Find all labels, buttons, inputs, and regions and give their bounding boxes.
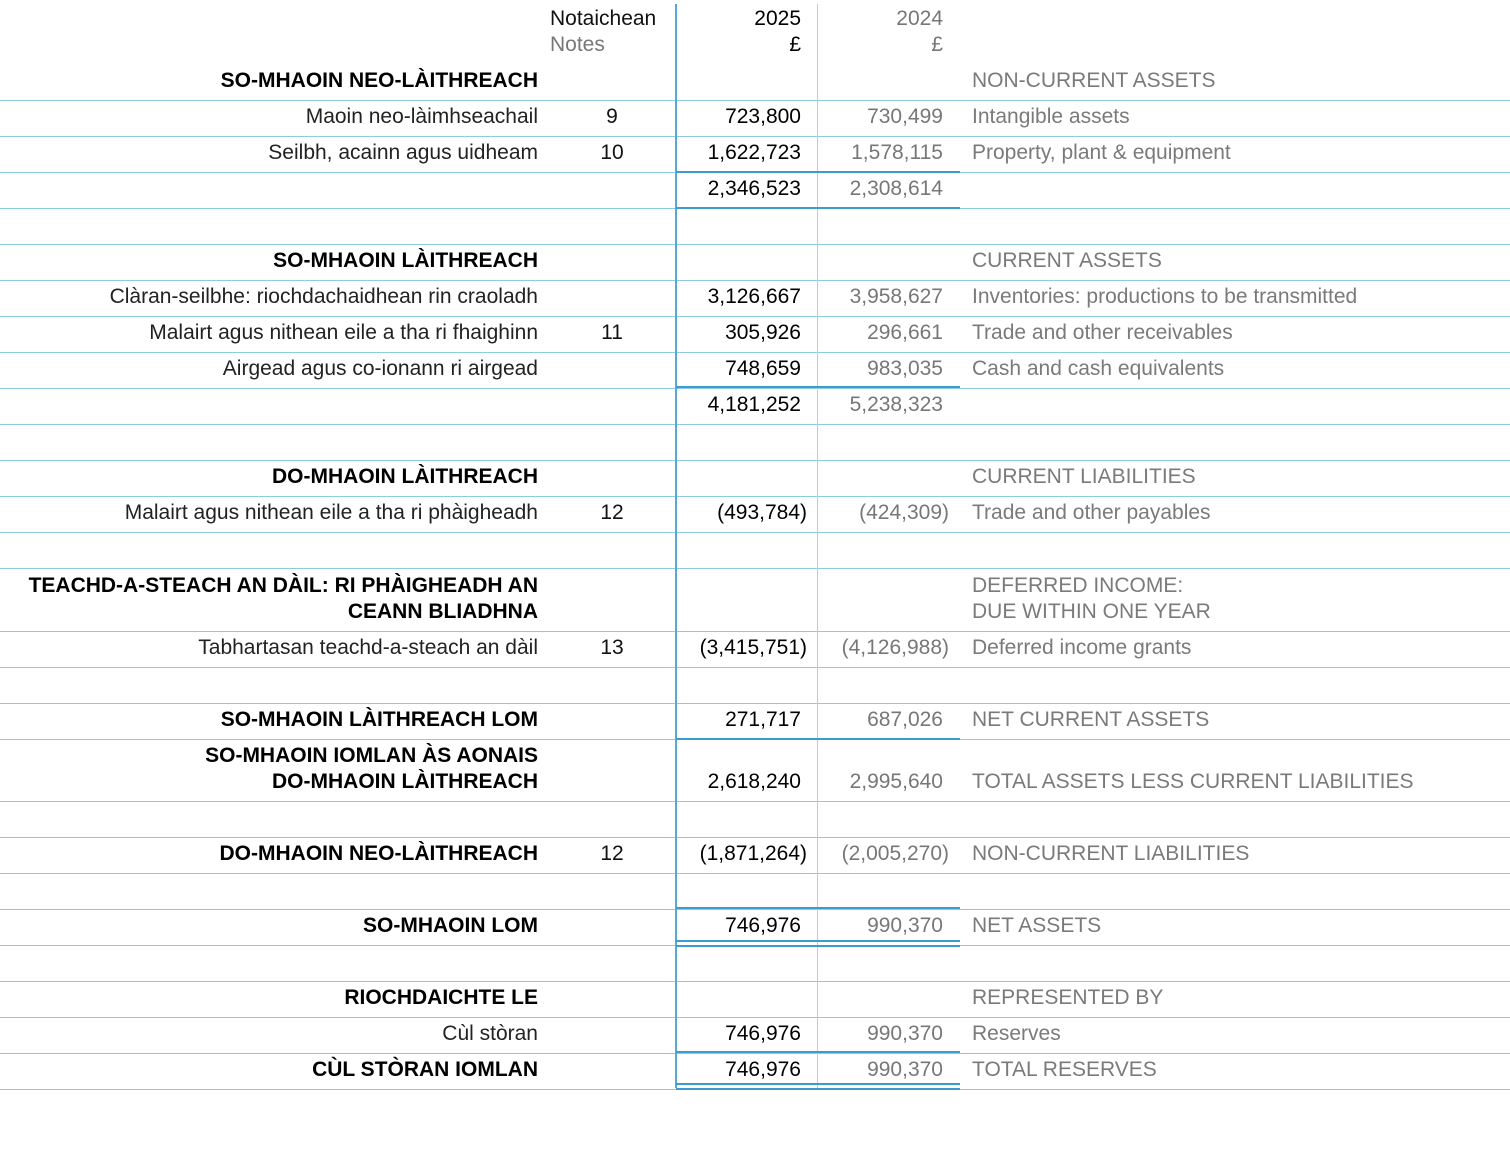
value-2025 bbox=[680, 532, 801, 568]
gaelic-label: SO-MHAOIN IOMLAN ÀS AONAIS DO-MHAOIN LÀITHREACH bbox=[205, 744, 538, 793]
value-2025 bbox=[680, 667, 801, 703]
note-ref bbox=[560, 739, 664, 801]
table-row bbox=[0, 568, 1510, 632]
value-2024: 990,370 bbox=[867, 1058, 943, 1081]
english-label bbox=[972, 532, 1492, 568]
value-2024: 3,958,627 bbox=[849, 285, 943, 308]
value-2025: 746,976 bbox=[725, 1058, 801, 1081]
note-ref: 10 bbox=[600, 141, 624, 164]
note-ref bbox=[560, 244, 664, 280]
gaelic-label: Cùl stòran bbox=[442, 1022, 538, 1045]
english-label bbox=[972, 945, 1492, 981]
value-2025: 748,659 bbox=[725, 357, 801, 380]
gaelic-label bbox=[0, 388, 538, 424]
gaelic-label bbox=[0, 172, 538, 208]
note-ref bbox=[560, 460, 664, 496]
value-2025: 2,346,523 bbox=[707, 177, 801, 200]
note-ref bbox=[560, 1053, 664, 1089]
gaelic-label: Tabhartasan teachd-a-steach an dàil bbox=[198, 636, 538, 659]
value-2024: (2,005,270) bbox=[841, 842, 949, 865]
english-label bbox=[972, 388, 1492, 424]
total-double-rule bbox=[676, 940, 960, 947]
gaelic-label bbox=[0, 424, 538, 460]
english-label: CURRENT ASSETS bbox=[972, 249, 1162, 272]
notes-header-english: Notes bbox=[550, 33, 605, 56]
note-ref bbox=[560, 568, 664, 631]
subtotal-rule bbox=[676, 738, 960, 740]
value-2025: 746,976 bbox=[725, 1022, 801, 1045]
english-label: Trade and other payables bbox=[972, 501, 1211, 524]
note-ref bbox=[560, 981, 664, 1017]
table-row bbox=[0, 739, 1510, 802]
note-ref: 9 bbox=[606, 105, 618, 128]
value-2025: 2,618,240 bbox=[707, 770, 801, 793]
value-2024: (4,126,988) bbox=[841, 636, 949, 659]
note-ref bbox=[560, 667, 664, 703]
note-ref: 11 bbox=[601, 321, 623, 344]
value-2024: 296,661 bbox=[867, 321, 943, 344]
column-rule-2024 bbox=[817, 4, 818, 1088]
note-ref bbox=[560, 388, 664, 424]
table-row bbox=[0, 667, 1510, 704]
value-2025 bbox=[680, 945, 801, 981]
year-prior-header: 2024 bbox=[896, 7, 943, 30]
note-ref bbox=[560, 208, 664, 244]
value-2025: 4,181,252 bbox=[707, 393, 801, 416]
gaelic-label: Malairt agus nithean eile a tha ri fhaighinn bbox=[149, 321, 538, 344]
subtotal-rule bbox=[676, 207, 960, 209]
table-row bbox=[0, 136, 1510, 173]
value-2025 bbox=[680, 981, 801, 1017]
table-row bbox=[0, 873, 1510, 910]
note-ref: 13 bbox=[600, 636, 624, 659]
total-double-rule bbox=[676, 1083, 960, 1090]
value-2024 bbox=[822, 244, 943, 280]
value-2024: 990,370 bbox=[867, 1022, 943, 1045]
value-2024 bbox=[822, 945, 943, 981]
table-row bbox=[0, 388, 1510, 425]
value-2024 bbox=[822, 64, 943, 100]
subtotal-rule bbox=[676, 907, 960, 909]
note-ref: 12 bbox=[600, 501, 624, 524]
english-label bbox=[972, 873, 1492, 909]
gaelic-label: SO-MHAOIN LÀITHREACH bbox=[273, 249, 538, 272]
value-2024 bbox=[822, 873, 943, 909]
value-2024: 983,035 bbox=[867, 357, 943, 380]
table-row bbox=[0, 631, 1510, 668]
gaelic-label: DO-MHAOIN LÀITHREACH bbox=[272, 465, 538, 488]
value-2024: 2,995,640 bbox=[849, 770, 943, 793]
note-ref bbox=[560, 873, 664, 909]
english-label: Cash and cash equivalents bbox=[972, 357, 1225, 380]
value-2025 bbox=[680, 568, 801, 631]
english-label: Reserves bbox=[972, 1022, 1061, 1045]
gaelic-label: Malairt agus nithean eile a tha ri phàigheadh bbox=[124, 501, 538, 524]
value-2025 bbox=[680, 801, 801, 837]
gaelic-label bbox=[0, 873, 538, 909]
english-label bbox=[972, 424, 1492, 460]
value-2025 bbox=[680, 873, 801, 909]
english-label: NET CURRENT ASSETS bbox=[972, 708, 1210, 731]
english-label: Property, plant & equipment bbox=[972, 141, 1231, 164]
value-2024 bbox=[822, 568, 943, 631]
gaelic-label bbox=[0, 208, 538, 244]
value-2025: 3,126,667 bbox=[707, 285, 801, 308]
english-label bbox=[972, 801, 1492, 837]
value-2024: 1,578,115 bbox=[851, 141, 943, 164]
currency-prior-header: £ bbox=[931, 33, 943, 56]
value-2025: 746,976 bbox=[725, 914, 801, 937]
gaelic-label bbox=[0, 801, 538, 837]
value-2024 bbox=[822, 208, 943, 244]
english-label: Deferred income grants bbox=[972, 636, 1192, 659]
note-ref bbox=[560, 64, 664, 100]
note-ref bbox=[560, 945, 664, 981]
value-2024: 2,308,614 bbox=[849, 177, 943, 200]
year-current-header: 2025 bbox=[754, 7, 801, 30]
column-rule-2025 bbox=[675, 4, 677, 1088]
value-2025: (493,784) bbox=[717, 501, 807, 524]
value-2025: 271,717 bbox=[725, 708, 801, 731]
note-ref: 12 bbox=[600, 842, 624, 865]
english-label: Intangible assets bbox=[972, 105, 1130, 128]
note-ref bbox=[560, 703, 664, 739]
currency-current-header: £ bbox=[789, 33, 801, 56]
subtotal-rule bbox=[676, 386, 960, 388]
value-2024 bbox=[822, 801, 943, 837]
english-label: Trade and other receivables bbox=[972, 321, 1233, 344]
english-label: DEFERRED INCOME: DUE WITHIN ONE YEAR bbox=[972, 574, 1211, 623]
english-label: NON-CURRENT LIABILITIES bbox=[972, 842, 1250, 865]
value-2024 bbox=[822, 981, 943, 1017]
gaelic-label bbox=[0, 667, 538, 703]
value-2024 bbox=[822, 667, 943, 703]
gaelic-label: SO-MHAOIN LÀITHREACH LOM bbox=[220, 708, 538, 731]
gaelic-label: Maoin neo-làimhseachail bbox=[305, 105, 538, 128]
value-2025: 305,926 bbox=[725, 321, 801, 344]
table-row bbox=[0, 64, 1510, 101]
subtotal-rule bbox=[676, 1051, 960, 1053]
english-label: CURRENT LIABILITIES bbox=[972, 465, 1196, 488]
note-ref bbox=[560, 172, 664, 208]
value-2024: 5,238,323 bbox=[849, 393, 943, 416]
english-label bbox=[972, 208, 1492, 244]
value-2025 bbox=[680, 64, 801, 100]
value-2025: (3,415,751) bbox=[699, 636, 807, 659]
value-2024 bbox=[822, 424, 943, 460]
notes-header-gaelic: Notaichean bbox=[550, 7, 657, 30]
table-row bbox=[0, 280, 1510, 317]
english-label: NON-CURRENT ASSETS bbox=[972, 69, 1216, 92]
gaelic-label: Clàran-seilbhe: riochdachaidhean rin craoladh bbox=[109, 285, 538, 308]
table-row bbox=[0, 1017, 1510, 1054]
table-row bbox=[0, 172, 1510, 209]
value-2024 bbox=[822, 532, 943, 568]
value-2025: (1,871,264) bbox=[699, 842, 807, 865]
gaelic-label: Seilbh, acainn agus uidheam bbox=[268, 141, 538, 164]
table-row bbox=[0, 703, 1510, 740]
gaelic-label: SO-MHAOIN LOM bbox=[363, 914, 538, 937]
value-2025 bbox=[680, 208, 801, 244]
gaelic-label bbox=[0, 945, 538, 981]
table-row bbox=[0, 981, 1510, 1018]
english-label: TOTAL RESERVES bbox=[972, 1058, 1157, 1081]
gaelic-label: Airgead agus co-ionann ri airgead bbox=[222, 357, 538, 380]
english-label: TOTAL ASSETS LESS CURRENT LIABILITIES bbox=[972, 770, 1414, 793]
english-label bbox=[972, 667, 1492, 703]
value-2025 bbox=[680, 424, 801, 460]
table-row bbox=[0, 100, 1510, 137]
gaelic-label: DO-MHAOIN NEO-LÀITHREACH bbox=[219, 842, 538, 865]
value-2025 bbox=[680, 244, 801, 280]
value-2024: (424,309) bbox=[859, 501, 949, 524]
gaelic-label: TEACHD-A-STEACH AN DÀIL: RI PHÀIGHEADH AN CEANN BLIADHNA bbox=[28, 574, 538, 623]
value-2025: 1,622,723 bbox=[707, 141, 801, 164]
note-ref bbox=[560, 532, 664, 568]
english-label: Inventories: productions to be transmitted bbox=[972, 285, 1358, 308]
note-ref bbox=[560, 1017, 664, 1053]
table-row bbox=[0, 496, 1510, 533]
english-label bbox=[972, 172, 1492, 208]
english-label: NET ASSETS bbox=[972, 914, 1102, 937]
subtotal-rule bbox=[676, 171, 960, 173]
table-row bbox=[0, 532, 1510, 569]
table-row bbox=[0, 316, 1510, 353]
gaelic-label: RIOCHDAICHTE LE bbox=[344, 986, 538, 1009]
gaelic-label bbox=[0, 532, 538, 568]
table-row bbox=[0, 837, 1510, 874]
note-ref bbox=[560, 909, 664, 945]
table-row bbox=[0, 424, 1510, 461]
english-label: REPRESENTED BY bbox=[972, 986, 1164, 1009]
value-2025 bbox=[680, 460, 801, 496]
table-row bbox=[0, 801, 1510, 838]
note-ref bbox=[560, 280, 664, 316]
value-2024: 990,370 bbox=[867, 914, 943, 937]
value-2024: 687,026 bbox=[867, 708, 943, 731]
value-2025: 723,800 bbox=[725, 105, 801, 128]
note-ref bbox=[560, 801, 664, 837]
table-row bbox=[0, 208, 1510, 245]
table-row bbox=[0, 945, 1510, 982]
note-ref bbox=[560, 352, 664, 388]
table-row bbox=[0, 460, 1510, 497]
value-2024: 730,499 bbox=[867, 105, 943, 128]
note-ref bbox=[560, 424, 664, 460]
gaelic-label: SO-MHAOIN NEO-LÀITHREACH bbox=[220, 69, 538, 92]
gaelic-label: CÙL STÒRAN IOMLAN bbox=[312, 1058, 538, 1081]
table-row bbox=[0, 244, 1510, 281]
value-2024 bbox=[822, 460, 943, 496]
table-row bbox=[0, 352, 1510, 389]
